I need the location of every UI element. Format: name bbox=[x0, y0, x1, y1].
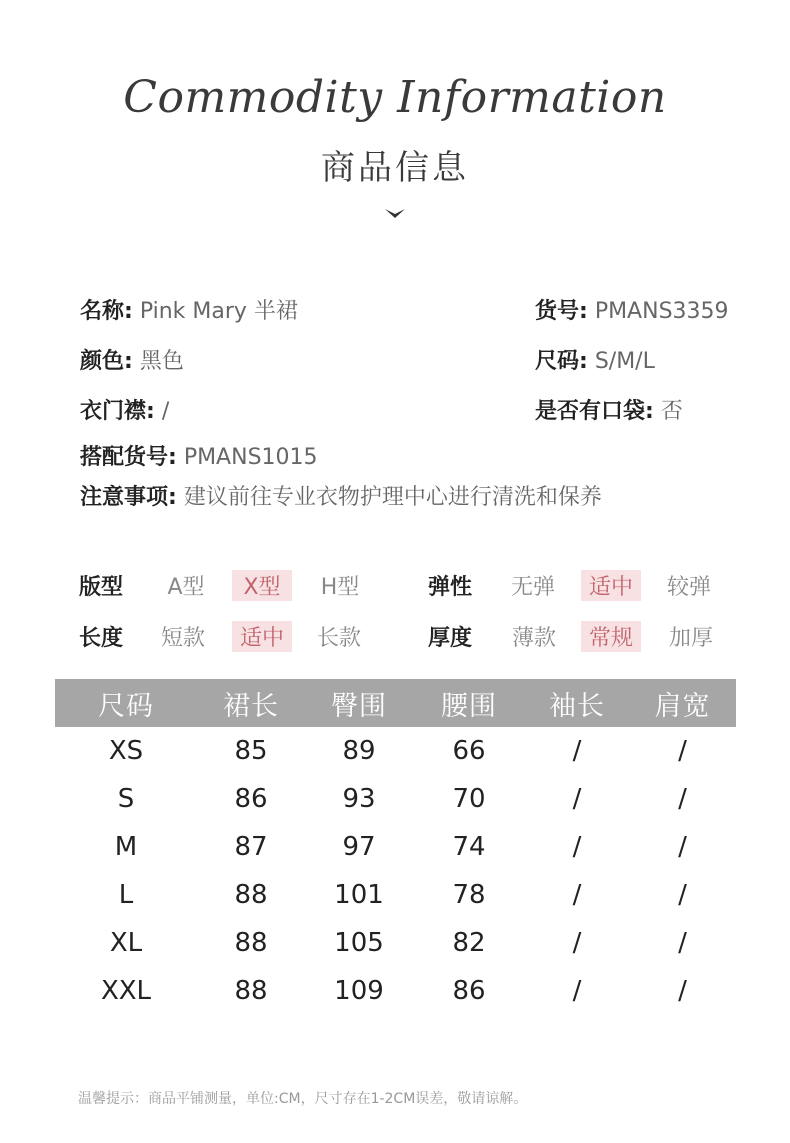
attr-elasticity bbox=[0, 570, 790, 600]
table-row bbox=[55, 871, 736, 919]
info-pocket bbox=[535, 394, 683, 425]
attr-fit-option: A型 bbox=[167, 575, 205, 600]
info-pocket-value: 否 bbox=[660, 399, 683, 424]
table-cell: / bbox=[572, 784, 582, 814]
header-cell: 尺码 bbox=[55, 679, 197, 727]
info-match bbox=[80, 440, 318, 471]
size-table-header bbox=[55, 679, 736, 727]
table-cell: 86 bbox=[234, 784, 268, 814]
table-cell: XS bbox=[108, 736, 144, 766]
info-size bbox=[535, 344, 655, 375]
info-placket-value: / bbox=[161, 399, 170, 424]
header-cell: 袖长 bbox=[525, 679, 629, 727]
table-cell: / bbox=[678, 736, 687, 766]
attr-length-option: 长款 bbox=[316, 626, 361, 651]
attr-thickness-option: 常规 bbox=[581, 621, 641, 652]
table-row bbox=[55, 919, 736, 967]
table-cell: / bbox=[678, 784, 687, 814]
table-cell: 86 bbox=[452, 976, 486, 1006]
attr-thickness-option: 薄款 bbox=[511, 626, 556, 651]
attr-elasticity-option: 适中 bbox=[581, 570, 641, 601]
info-pocket-label: 是否有口袋: bbox=[535, 399, 654, 424]
footer-note: 温馨提示：商品平铺测量，单位:CM，尺寸存在1-2CM误差，敬请谅解。 bbox=[78, 1091, 528, 1107]
attr-thickness-label: 厚度 bbox=[428, 626, 473, 651]
table-cell: S bbox=[117, 784, 135, 814]
header-cell: 腰围 bbox=[413, 679, 525, 727]
info-sku bbox=[535, 294, 729, 325]
header-cell: 臀围 bbox=[305, 679, 413, 727]
info-sku-value: PMANS3359 bbox=[594, 299, 729, 324]
table-cell: 78 bbox=[452, 880, 486, 910]
info-name-value: Pink Mary 半裙 bbox=[139, 299, 298, 324]
attr-thickness-option: 加厚 bbox=[668, 626, 713, 651]
table-cell: M bbox=[114, 832, 138, 862]
table-cell: 85 bbox=[234, 736, 268, 766]
info-name bbox=[80, 294, 298, 325]
info-match-value: PMANS1015 bbox=[183, 445, 318, 470]
table-cell: 109 bbox=[334, 976, 384, 1006]
table-cell: XL bbox=[109, 928, 143, 958]
info-color-label: 颜色: bbox=[80, 349, 133, 374]
attr-elasticity-label: 弹性 bbox=[428, 575, 473, 600]
attr-fit-label: 版型 bbox=[79, 575, 124, 600]
table-cell: / bbox=[678, 880, 687, 910]
table-cell: L bbox=[118, 880, 134, 910]
table-row bbox=[55, 967, 736, 1015]
table-cell: 87 bbox=[234, 832, 268, 862]
info-placket bbox=[80, 394, 169, 425]
info-name-label: 名称: bbox=[80, 299, 133, 324]
attr-length-option: 短款 bbox=[160, 626, 205, 651]
table-row bbox=[55, 727, 736, 775]
table-cell: 66 bbox=[452, 736, 486, 766]
attr-elasticity-option: 较弹 bbox=[666, 575, 711, 600]
attr-elasticity-option: 无弹 bbox=[510, 575, 555, 600]
info-match-label: 搭配货号: bbox=[80, 445, 177, 470]
page-title-en: Commodity Information bbox=[123, 72, 667, 123]
info-size-label: 尺码: bbox=[535, 349, 588, 374]
table-cell: / bbox=[678, 832, 687, 862]
table-cell: 105 bbox=[334, 928, 384, 958]
table-cell: / bbox=[572, 832, 582, 862]
attr-length-option: 适中 bbox=[232, 621, 292, 652]
table-cell: 93 bbox=[342, 784, 376, 814]
table-cell: 97 bbox=[342, 832, 376, 862]
table-cell: 88 bbox=[234, 928, 268, 958]
table-cell: 88 bbox=[234, 976, 268, 1006]
table-cell: 82 bbox=[452, 928, 486, 958]
header-cell: 裙长 bbox=[197, 679, 305, 727]
table-cell: / bbox=[678, 928, 687, 958]
info-placket-label: 衣门襟: bbox=[80, 399, 155, 424]
table-cell: / bbox=[572, 736, 582, 766]
attr-fit-option: X型 bbox=[232, 570, 292, 601]
table-cell: 89 bbox=[342, 736, 376, 766]
chevron-down-icon bbox=[384, 208, 406, 220]
page-title-cn: 商品信息 bbox=[321, 148, 469, 188]
table-cell: XXL bbox=[100, 976, 152, 1006]
info-sku-label: 货号: bbox=[535, 299, 588, 324]
table-cell: / bbox=[678, 976, 687, 1006]
table-cell: 70 bbox=[452, 784, 486, 814]
table-cell: / bbox=[572, 928, 582, 958]
header-cell: 肩宽 bbox=[629, 679, 736, 727]
table-cell: 88 bbox=[234, 880, 268, 910]
info-color-value: 黑色 bbox=[139, 349, 184, 374]
size-table bbox=[55, 679, 736, 1015]
info-size-value: S/M/L bbox=[594, 349, 655, 374]
table-cell: 74 bbox=[452, 832, 486, 862]
table-row bbox=[55, 775, 736, 823]
table-row bbox=[55, 823, 736, 871]
table-cell: / bbox=[572, 976, 582, 1006]
info-color bbox=[80, 344, 184, 375]
info-care-label: 注意事项: bbox=[80, 485, 177, 510]
table-cell: 101 bbox=[334, 880, 384, 910]
attr-fit-option: H型 bbox=[320, 575, 360, 600]
info-care bbox=[80, 480, 602, 511]
attr-thickness bbox=[0, 621, 790, 651]
info-care-value: 建议前往专业衣物护理中心进行清洗和保养 bbox=[183, 485, 602, 510]
attr-length-label: 长度 bbox=[79, 626, 124, 651]
table-cell: / bbox=[572, 880, 582, 910]
